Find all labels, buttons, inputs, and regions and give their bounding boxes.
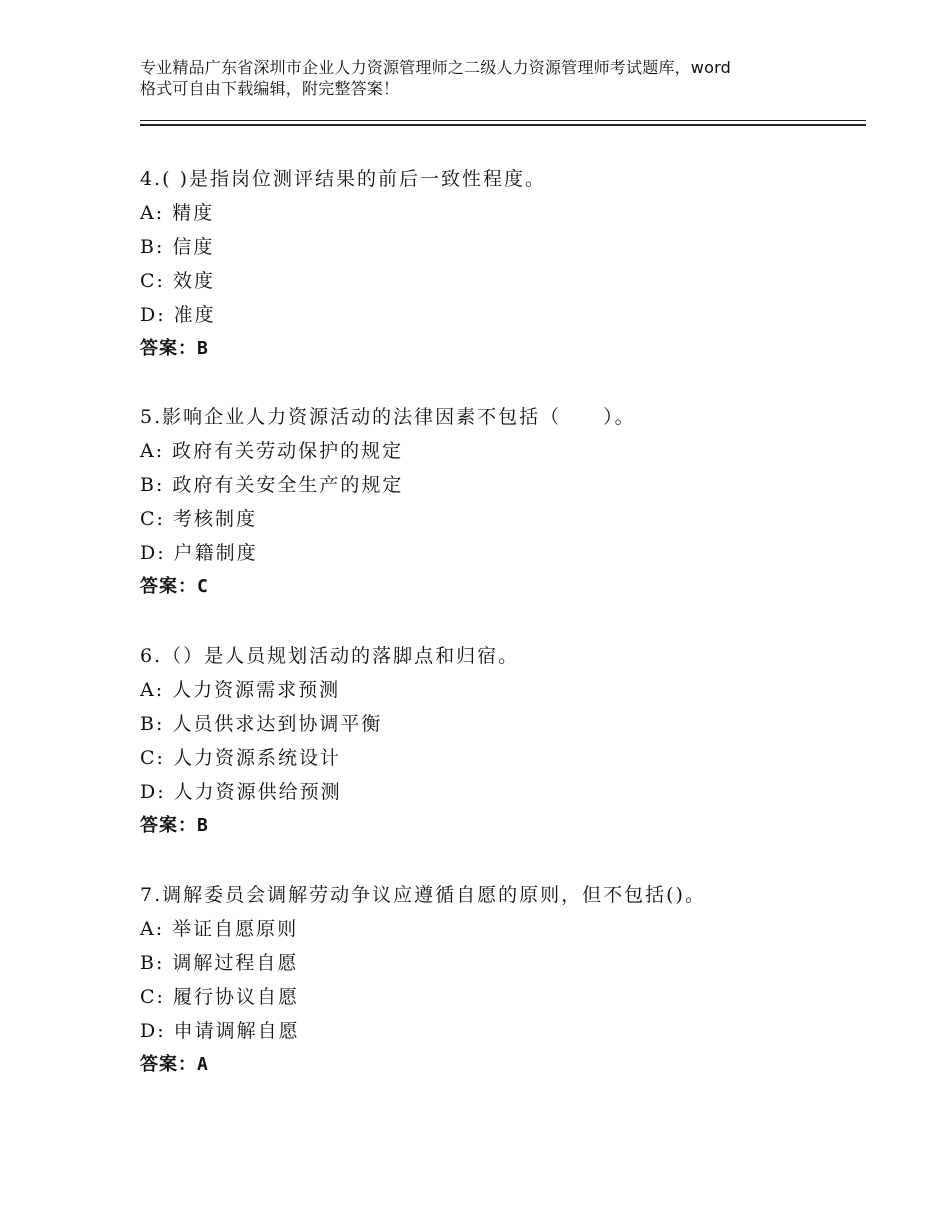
answer-line bbox=[140, 1048, 860, 1082]
document-header bbox=[140, 57, 830, 99]
option-d: D: 户籍制度 bbox=[140, 542, 258, 564]
answer-value: C bbox=[197, 576, 209, 597]
answer-line bbox=[140, 809, 860, 843]
option-c: C: 履行协议自愿 bbox=[140, 986, 299, 1008]
header-line-1: 专业精品广东省深圳市企业人力资源管理师之二级人力资源管理师考试题库，word bbox=[140, 58, 731, 77]
question-5 bbox=[140, 400, 860, 604]
question-7 bbox=[140, 878, 860, 1082]
option-b: B: 信度 bbox=[140, 236, 215, 258]
question-stem: 5.影响企业人力资源活动的法律因素不包括（ ）。 bbox=[140, 406, 636, 428]
question-stem: 6.（）是人员规划活动的落脚点和归宿。 bbox=[140, 645, 520, 667]
option-d: D: 人力资源供给预测 bbox=[140, 781, 342, 803]
option-a: A: 举证自愿原则 bbox=[140, 918, 299, 940]
option-b: B: 政府有关安全生产的规定 bbox=[140, 474, 404, 496]
answer-line bbox=[140, 570, 860, 604]
option-c: C: 考核制度 bbox=[140, 508, 257, 530]
answer-value: B bbox=[197, 815, 209, 836]
option-a: A: 政府有关劳动保护的规定 bbox=[140, 440, 404, 462]
option-a: A: 精度 bbox=[140, 202, 215, 224]
question-6 bbox=[140, 639, 860, 843]
option-c: C: 效度 bbox=[140, 270, 215, 292]
question-4 bbox=[140, 162, 860, 366]
answer-value: A bbox=[197, 1054, 209, 1075]
answer-label: 答案： bbox=[140, 1054, 197, 1075]
option-b: B: 人员供求达到协调平衡 bbox=[140, 713, 383, 735]
option-a: A: 人力资源需求预测 bbox=[140, 679, 341, 701]
option-d: D: 准度 bbox=[140, 304, 216, 326]
answer-value: B bbox=[197, 338, 209, 359]
answer-label: 答案： bbox=[140, 576, 197, 597]
question-stem: 7.调解委员会调解劳动争议应遵循自愿的原则，但不包括()。 bbox=[140, 884, 706, 906]
header-divider-thin bbox=[140, 120, 866, 121]
answer-label: 答案： bbox=[140, 815, 197, 836]
answer-line bbox=[140, 332, 860, 366]
option-b: B: 调解过程自愿 bbox=[140, 952, 299, 974]
answer-label: 答案： bbox=[140, 338, 197, 359]
header-divider-thick bbox=[140, 124, 866, 126]
option-c: C: 人力资源系统设计 bbox=[140, 747, 341, 769]
header-line-2: 格式可自由下载编辑，附完整答案！ bbox=[140, 79, 400, 98]
option-d: D: 申请调解自愿 bbox=[140, 1020, 300, 1042]
question-stem: 4.( )是指岗位测评结果的前后一致性程度。 bbox=[140, 168, 546, 190]
